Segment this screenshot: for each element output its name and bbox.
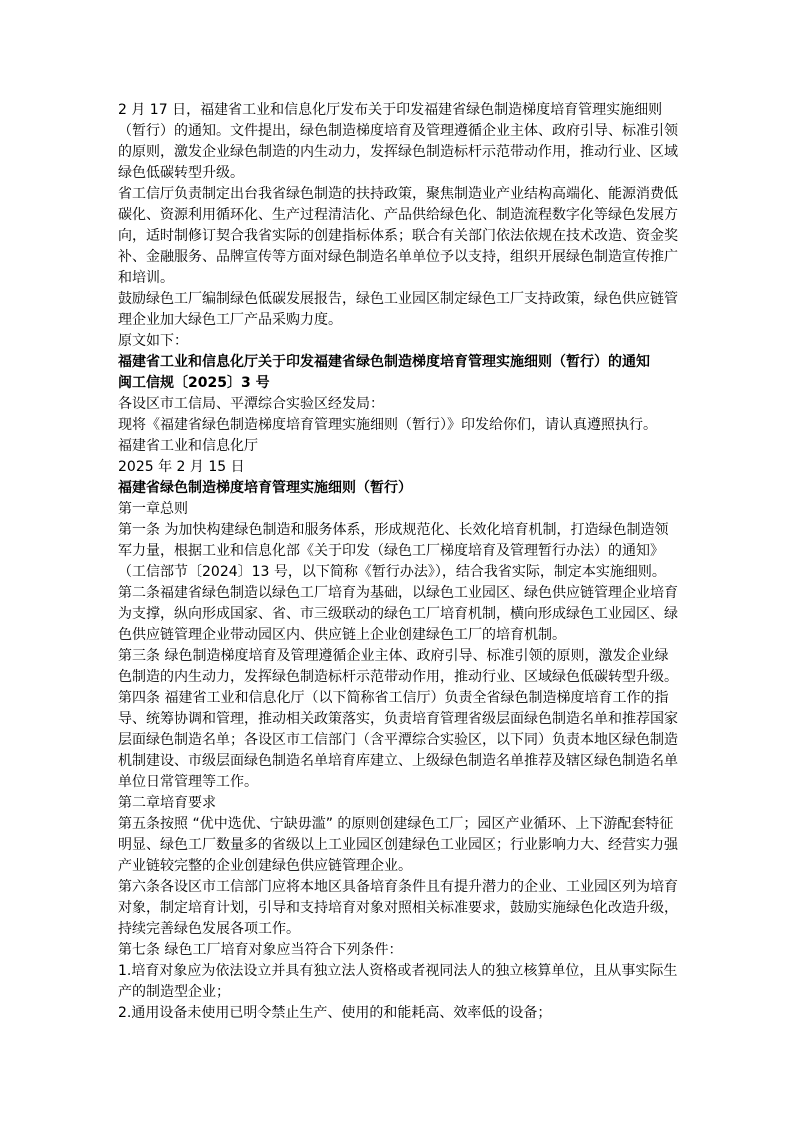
document-line: 第五条按照 “优中选优、宁缺毋滥” 的原则创建绿色工厂；园区产业循环、上下游配套特征 bbox=[118, 816, 674, 832]
document-line: 色制造的内生动力，发挥绿色制造标杆示范带动作用，推动行业、区域绿色低碳转型升级。 bbox=[118, 669, 678, 685]
document-line: 和培训。 bbox=[118, 270, 174, 286]
document-line: 2 月 17 日，福建省工业和信息化厅发布关于印发福建省绿色制造梯度培育管理实施细则 bbox=[118, 102, 663, 118]
document-line: 层面绿色制造名单；各设区市工信部门（含平潭综合实验区，以下同）负责本地区绿色制造 bbox=[118, 732, 678, 748]
document-line: （工信部节〔2024〕13 号，以下简称《暂行办法》），结合我省实际，制定本实施细则。 bbox=[118, 564, 666, 580]
document-body bbox=[118, 100, 683, 1024]
document-line: 持续完善绿色发展各项工作。 bbox=[118, 921, 300, 937]
document-line: 第七条 绿色工厂培育对象应当符合下列条件： bbox=[118, 942, 403, 958]
document-line: 第二章培育要求 bbox=[118, 795, 216, 811]
document-line: 闽工信规〔2025〕3 号 bbox=[118, 375, 270, 391]
document-line: 补、金融服务、品牌宣传等方面对绿色制造名单单位予以支持，组织开展绿色制造宣传推广 bbox=[118, 249, 678, 265]
document-line: 明显、绿色工厂数量多的省级以上工业园区创建绿色工业园区；行业影响力大、经营实力强 bbox=[118, 837, 678, 853]
document-line: 色供应链管理企业带动园区内、供应链上企业创建绿色工厂的培育机制。 bbox=[118, 627, 566, 643]
document-line: 福建省工业和信息化厅关于印发福建省绿色制造梯度培育管理实施细则（暂行）的通知 bbox=[118, 354, 650, 370]
document-line: 单位日常管理等工作。 bbox=[118, 774, 258, 790]
document-line: （暂行）的通知。文件提出，绿色制造梯度培育及管理遵循企业主体、政府引导、标准引领 bbox=[118, 123, 678, 139]
document-line: 军力量，根据工业和信息化部《关于印发（绿色工厂梯度培育及管理暂行办法）的通知》 bbox=[118, 543, 664, 559]
document-line: 原文如下： bbox=[118, 333, 188, 349]
document-line: 理企业加大绿色工厂产品采购力度。 bbox=[118, 312, 342, 328]
document-line: 现将《福建省绿色制造梯度培育管理实施细则（暂行）》印发给你们，请认真遵照执行。 bbox=[118, 417, 657, 433]
document-line: 机制建设、市级层面绿色制造名单培育库建立、上级绿色制造名单推荐及辖区绿色制造名单 bbox=[118, 753, 678, 769]
document-line: 1.培育对象应为依法设立并具有独立法人资格或者视同法人的独立核算单位，且从事实际生 bbox=[118, 963, 678, 979]
document-line: 碳化、资源利用循环化、生产过程清洁化、产品供给绿色化、制造流程数字化等绿色发展方 bbox=[118, 207, 678, 223]
document-line: 为支撑，纵向形成国家、省、市三级联动的绿色工厂培育机制，横向形成绿色工业园区、绿 bbox=[118, 606, 678, 622]
document-line: 绿色低碳转型升级。 bbox=[118, 165, 244, 181]
document-line: 向，适时制修订契合我省实际的创建指标体系；联合有关部门依法依规在技术改造、资金奖 bbox=[118, 228, 678, 244]
document-line: 2.通用设备未使用已明令禁止生产、使用的和能耗高、效率低的设备； bbox=[118, 1005, 552, 1021]
document-line: 第六条各设区市工信部门应将本地区具备培育条件且有提升潜力的企业、工业园区列为培育 bbox=[118, 879, 678, 895]
document-line: 产的制造型企业； bbox=[118, 984, 230, 1000]
document-line: 福建省绿色制造梯度培育管理实施细则（暂行） bbox=[118, 480, 412, 496]
document-line: 对象，制定培育计划，引导和支持培育对象对照相关标准要求，鼓励实施绿色化改造升级， bbox=[118, 900, 678, 916]
document-line: 福建省工业和信息化厅 bbox=[118, 438, 258, 454]
document-line: 第一条 为加快构建绿色制造和服务体系，形成规范化、长效化培育机制，打造绿色制造领 bbox=[118, 522, 669, 538]
document-line: 产业链较完整的企业创建绿色供应链管理企业。 bbox=[118, 858, 412, 874]
document-line: 第三条 绿色制造梯度培育及管理遵循企业主体、政府引导、标准引领的原则，激发企业绿 bbox=[118, 648, 669, 664]
document-line: 第四条 福建省工业和信息化厅（以下简称省工信厅）负责全省绿色制造梯度培育工作的指 bbox=[118, 690, 669, 706]
document-line: 第一章总则 bbox=[118, 501, 188, 517]
document-line: 鼓励绿色工厂编制绿色低碳发展报告，绿色工业园区制定绿色工厂支持政策，绿色供应链管 bbox=[118, 291, 678, 307]
document-line: 导、统筹协调和管理，推动相关政策落实，负责培育管理省级层面绿色制造名单和推荐国家 bbox=[118, 711, 678, 727]
document-line: 第二条福建省绿色制造以绿色工厂培育为基础，以绿色工业园区、绿色供应链管理企业培育 bbox=[118, 585, 678, 601]
document-line: 省工信厅负责制定出台我省绿色制造的扶持政策，聚焦制造业产业结构高端化、能源消费低 bbox=[118, 186, 678, 202]
document-line: 2025 年 2 月 15 日 bbox=[118, 459, 245, 475]
document-line: 各设区市工信局、平潭综合实验区经发局： bbox=[118, 396, 384, 412]
document-line: 的原则，激发企业绿色制造的内生动力，发挥绿色制造标杆示范带动作用，推动行业、区域 bbox=[118, 144, 678, 160]
